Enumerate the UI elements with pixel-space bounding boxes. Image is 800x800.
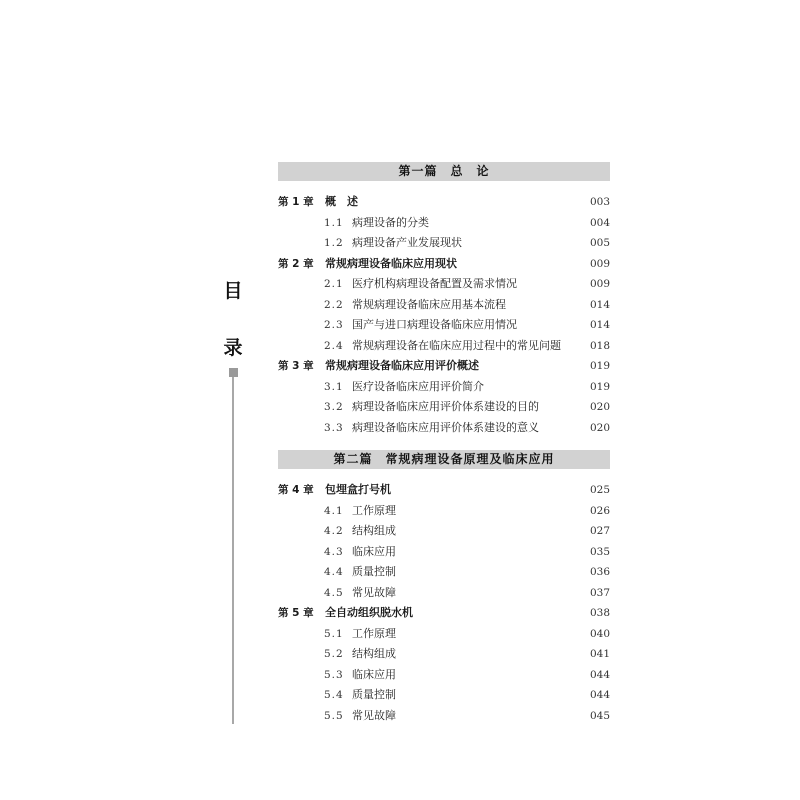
section-number: 5.5 xyxy=(324,709,344,722)
toc-section-row[interactable] xyxy=(278,233,610,254)
toc-section-row[interactable] xyxy=(278,501,610,522)
part-spacer xyxy=(278,438,610,450)
toc-section-row[interactable] xyxy=(278,397,610,418)
section-title: 病理设备产业发展现状 xyxy=(352,236,462,249)
section-title: 国产与进口病理设备临床应用情况 xyxy=(352,318,517,331)
chapter-number: 第 3 章 xyxy=(278,360,314,372)
chapter-number: 第 5 章 xyxy=(278,607,314,619)
page-number: 044 xyxy=(589,668,610,681)
toc-chapter-row[interactable] xyxy=(278,356,610,377)
section-title: 常规病理设备临床应用基本流程 xyxy=(352,297,506,311)
page-number: 041 xyxy=(589,648,610,660)
page-number: 025 xyxy=(589,484,610,496)
section-number: 1.1 xyxy=(324,216,344,229)
part-gap xyxy=(278,469,610,480)
page-number: 038 xyxy=(589,607,610,619)
part-gap xyxy=(278,181,610,192)
section-number: 2.4 xyxy=(324,339,344,352)
chapter-title: 常规病理设备临床应用现状 xyxy=(325,256,457,270)
page-number: 027 xyxy=(589,525,610,537)
toc-chapter-row[interactable] xyxy=(278,192,610,213)
section-number: 5.1 xyxy=(324,627,344,640)
section-title: 工作原理 xyxy=(352,626,396,640)
section-number: 2.1 xyxy=(324,278,344,290)
page-number: 014 xyxy=(589,298,610,311)
toc-section-row[interactable] xyxy=(278,562,610,583)
section-title: 医疗机构病理设备配置及需求情况 xyxy=(352,277,517,290)
toc-section-row[interactable] xyxy=(278,336,610,357)
section-title: 病理设备临床应用评价体系建设的意义 xyxy=(352,420,539,434)
toc-chapter-row[interactable] xyxy=(278,254,610,275)
section-number: 3.1 xyxy=(324,380,344,393)
part-header: 第二篇 常规病理设备原理及临床应用 xyxy=(278,450,610,469)
chapter-title: 全自动组织脱水机 xyxy=(325,606,413,619)
toc-section-row[interactable] xyxy=(278,665,610,686)
page-number: 019 xyxy=(589,380,610,393)
section-number: 1.2 xyxy=(324,237,344,249)
chapter-number: 第 4 章 xyxy=(278,484,314,496)
page-number: 009 xyxy=(589,278,610,290)
page-number: 026 xyxy=(589,504,610,517)
toc-section-row[interactable] xyxy=(278,685,610,706)
page-number: 014 xyxy=(589,319,610,331)
toc-section-row[interactable] xyxy=(278,315,610,336)
chapter-number: 第 2 章 xyxy=(278,257,314,270)
page-number: 009 xyxy=(589,257,610,270)
section-number: 4.1 xyxy=(324,504,344,517)
section-number: 5.2 xyxy=(324,648,344,660)
section-title: 病理设备临床应用评价体系建设的目的 xyxy=(352,400,539,413)
page-number: 019 xyxy=(589,360,610,372)
page-number: 045 xyxy=(589,709,610,722)
toc-section-row[interactable] xyxy=(278,644,610,665)
section-number: 5.4 xyxy=(324,689,344,701)
chapter-title: 包埋盒打号机 xyxy=(325,483,391,496)
page-number: 020 xyxy=(589,421,610,434)
page-number: 037 xyxy=(589,586,610,599)
section-number: 3.3 xyxy=(324,421,344,434)
section-number: 5.3 xyxy=(324,668,344,681)
section-number: 4.2 xyxy=(324,525,344,537)
toc-section-row[interactable] xyxy=(278,624,610,645)
side-title-mu: 目 xyxy=(223,280,243,302)
section-title: 结构组成 xyxy=(352,524,396,537)
page-number: 018 xyxy=(589,339,610,352)
chapter-number: 第 1 章 xyxy=(278,196,314,208)
section-title: 结构组成 xyxy=(352,647,396,660)
section-number: 4.4 xyxy=(324,566,344,578)
chapter-title: 概 述 xyxy=(325,195,358,208)
section-number: 3.2 xyxy=(324,401,344,413)
page-number: 040 xyxy=(589,627,610,640)
side-rule xyxy=(232,377,234,724)
toc-section-row[interactable] xyxy=(278,377,610,398)
section-title: 工作原理 xyxy=(352,503,396,517)
section-title: 常见故障 xyxy=(352,708,396,722)
section-title: 临床应用 xyxy=(352,544,396,558)
page-number: 036 xyxy=(589,566,610,578)
toc-section-row[interactable] xyxy=(278,274,610,295)
toc-section-row[interactable] xyxy=(278,213,610,234)
section-title: 质量控制 xyxy=(352,565,396,578)
page-number: 020 xyxy=(589,401,610,413)
table-of-contents xyxy=(278,162,610,726)
toc-chapter-row[interactable] xyxy=(278,480,610,501)
section-title: 质量控制 xyxy=(352,688,396,701)
section-number: 2.3 xyxy=(324,319,344,331)
section-title: 常规病理设备在临床应用过程中的常见问题 xyxy=(352,338,561,352)
page-number: 005 xyxy=(589,237,610,249)
side-marker xyxy=(229,368,238,377)
page-number: 035 xyxy=(589,545,610,558)
section-number: 4.3 xyxy=(324,545,344,558)
section-title: 病理设备的分类 xyxy=(352,215,429,229)
section-number: 4.5 xyxy=(324,586,344,599)
section-title: 医疗设备临床应用评价简介 xyxy=(352,379,484,393)
toc-chapter-row[interactable] xyxy=(278,603,610,624)
toc-section-row[interactable] xyxy=(278,521,610,542)
section-number: 2.2 xyxy=(324,298,344,311)
page-number: 003 xyxy=(589,196,610,208)
chapter-title: 常规病理设备临床应用评价概述 xyxy=(325,359,479,372)
toc-section-row[interactable] xyxy=(278,295,610,316)
part-header: 第一篇 总 论 xyxy=(278,162,610,181)
page-number: 004 xyxy=(589,216,610,229)
toc-section-row[interactable] xyxy=(278,418,610,439)
toc-section-row[interactable] xyxy=(278,583,610,604)
page-number: 044 xyxy=(589,689,610,701)
toc-section-row[interactable] xyxy=(278,706,610,727)
side-title-lu: 录 xyxy=(223,337,243,359)
section-title: 临床应用 xyxy=(352,667,396,681)
section-title: 常见故障 xyxy=(352,585,396,599)
toc-section-row[interactable] xyxy=(278,542,610,563)
